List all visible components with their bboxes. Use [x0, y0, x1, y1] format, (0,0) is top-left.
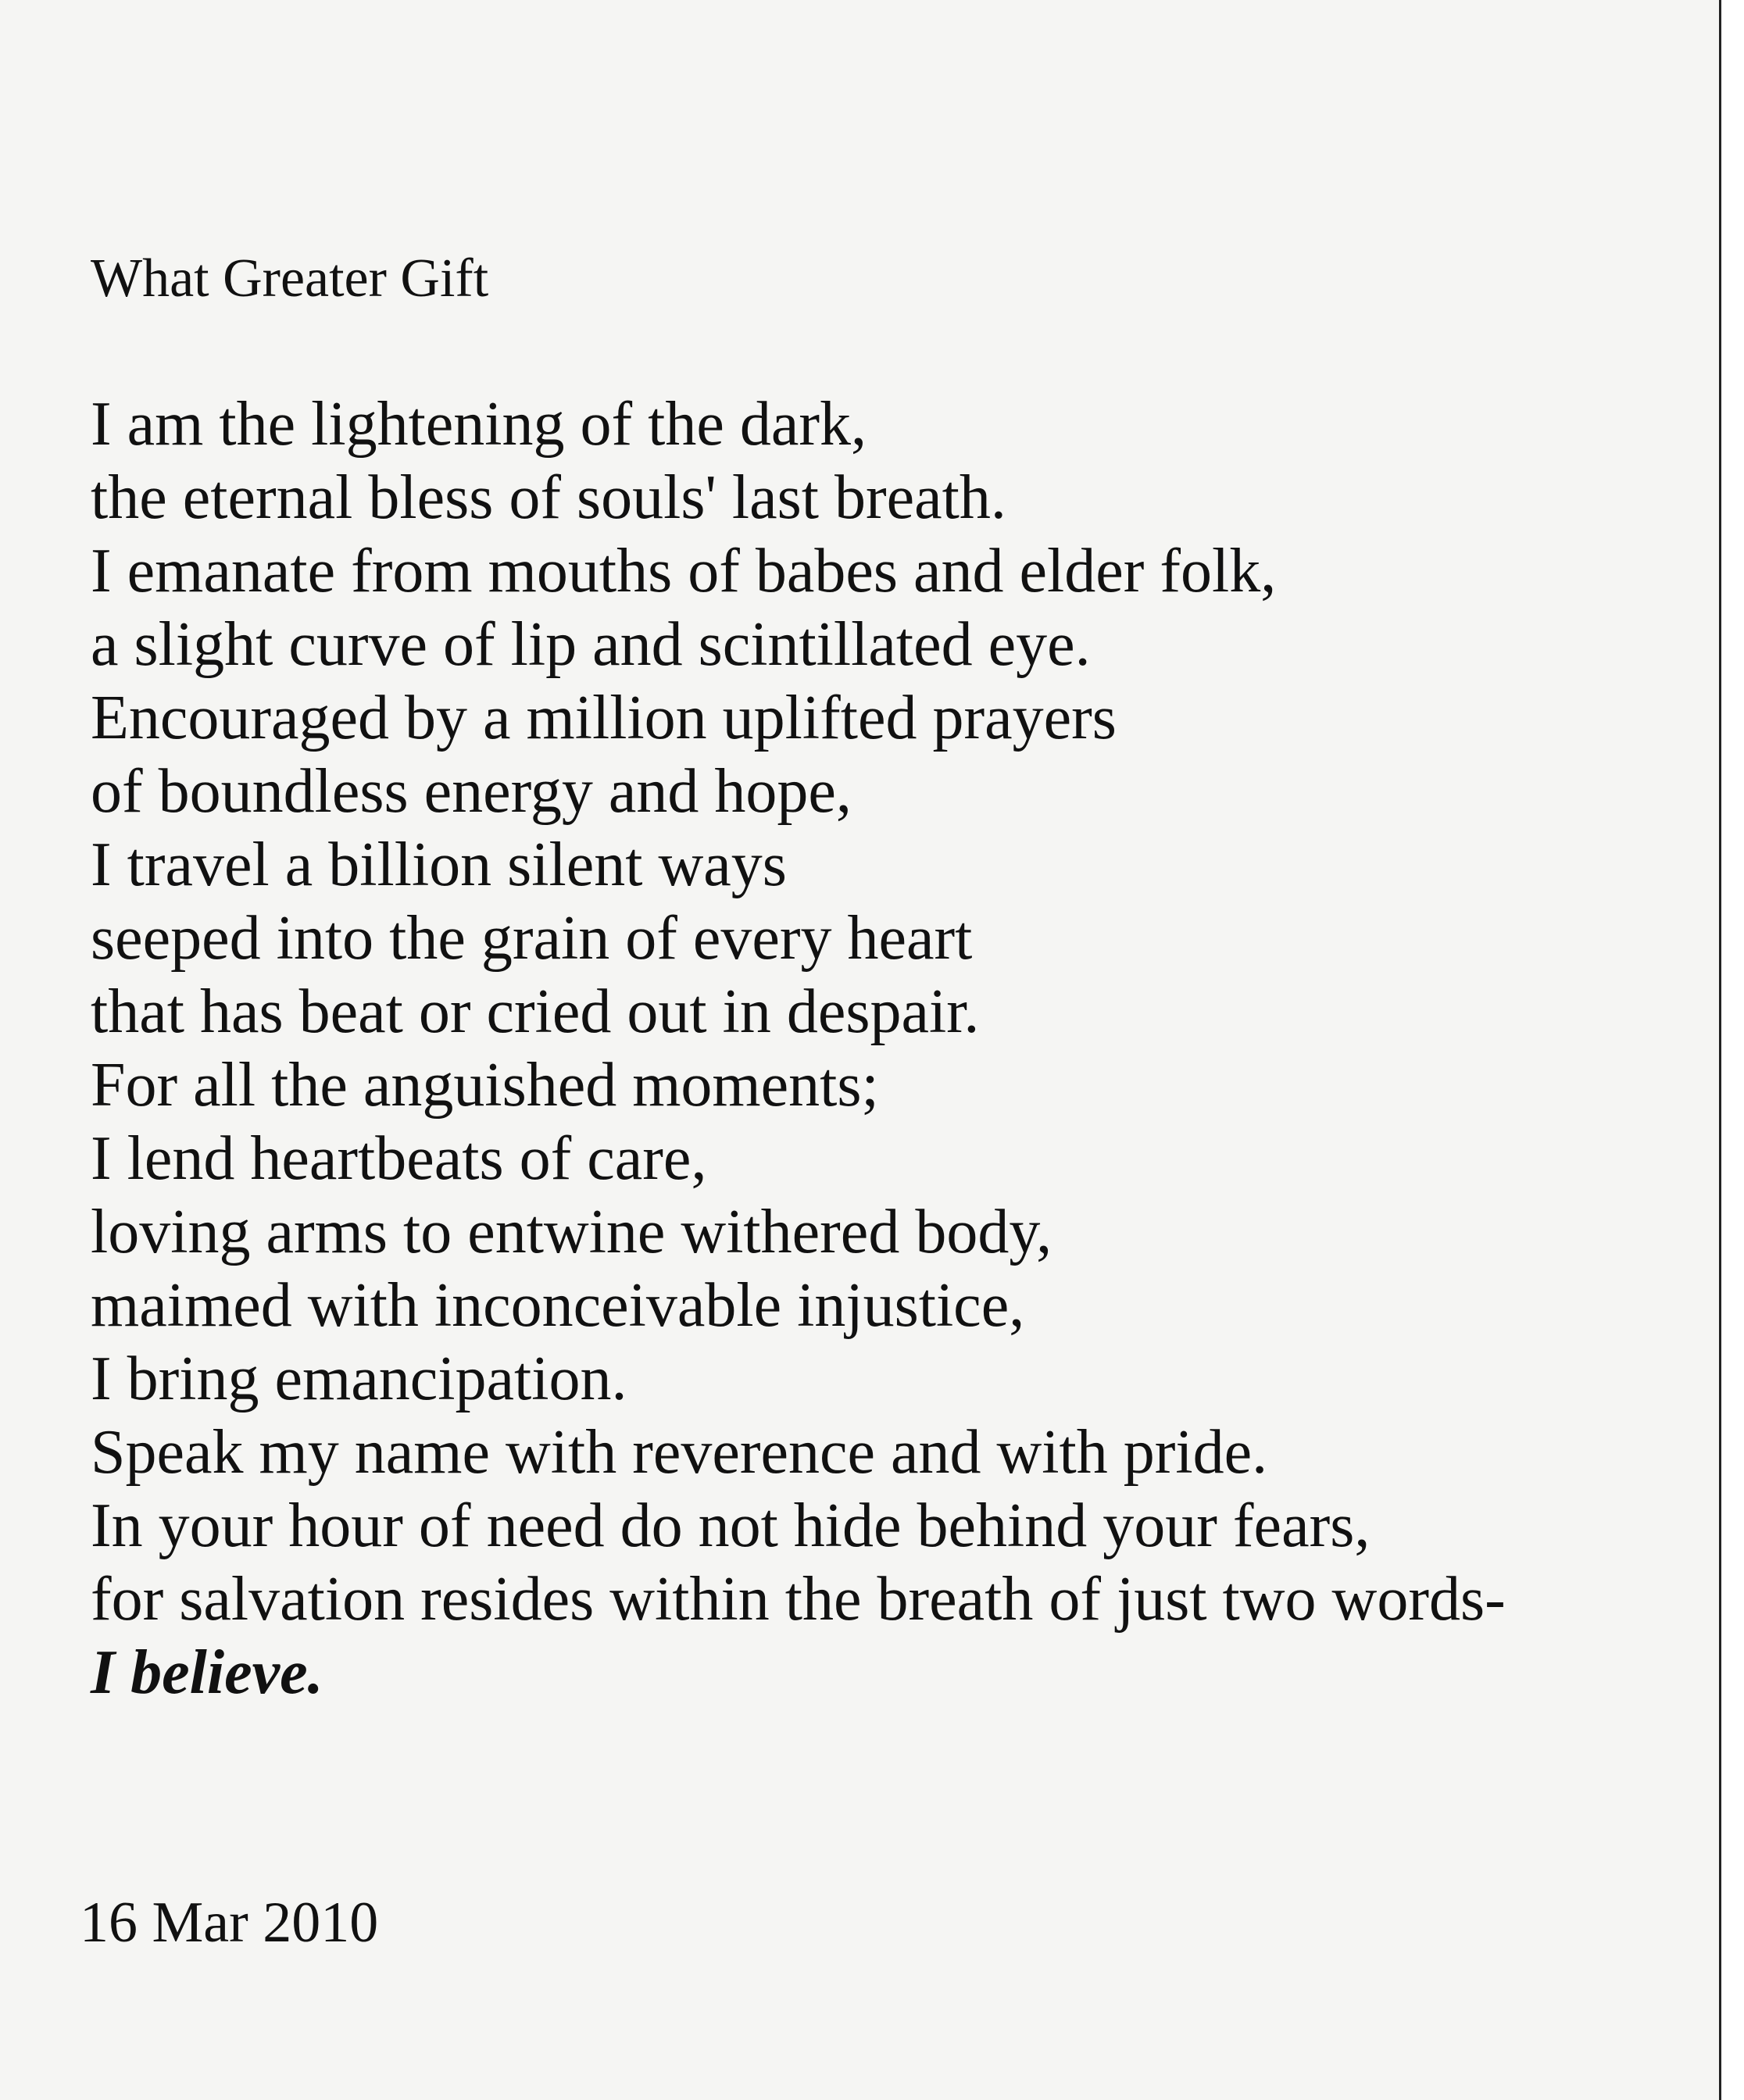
- poem-line: maimed with inconceivable injustice,: [91, 1271, 1025, 1340]
- poem-line: for salvation resides within the breath of just two words-: [91, 1565, 1506, 1634]
- poem-title: What Greater Gift: [91, 248, 489, 309]
- poem-line: Encouraged by a million uplifted prayers: [91, 684, 1117, 752]
- poem-line: For all the anguished moments;: [91, 1051, 879, 1120]
- paper-edge: [1719, 0, 1744, 2100]
- poem-line: I travel a billion silent ways: [91, 830, 787, 899]
- poem-closing-line: I believe.: [91, 1638, 323, 1707]
- poem-date: 16 Mar 2010: [80, 1891, 379, 1955]
- poem-line: loving arms to entwine withered body,: [91, 1198, 1052, 1266]
- poem-line: I emanate from mouths of babes and elder folk,: [91, 537, 1277, 605]
- poem-line: I bring emancipation.: [91, 1345, 627, 1413]
- poem-line: the eternal bless of souls' last breath.: [91, 463, 1006, 532]
- poem-line: I lend heartbeats of care,: [91, 1124, 707, 1193]
- poem-line: I am the lightening of the dark,: [91, 390, 867, 459]
- poem-line: In your hour of need do not hide behind your fears,: [91, 1491, 1371, 1560]
- poem-line: seeped into the grain of every heart: [91, 904, 973, 973]
- poem-body: [91, 388, 1506, 1709]
- poem-line: Speak my name with reverence and with pride.: [91, 1418, 1268, 1487]
- poem-line: a slight curve of lip and scintillated eye.: [91, 610, 1091, 679]
- poem-line: of boundless energy and hope,: [91, 757, 852, 826]
- poem-line: that has beat or cried out in despair.: [91, 977, 980, 1046]
